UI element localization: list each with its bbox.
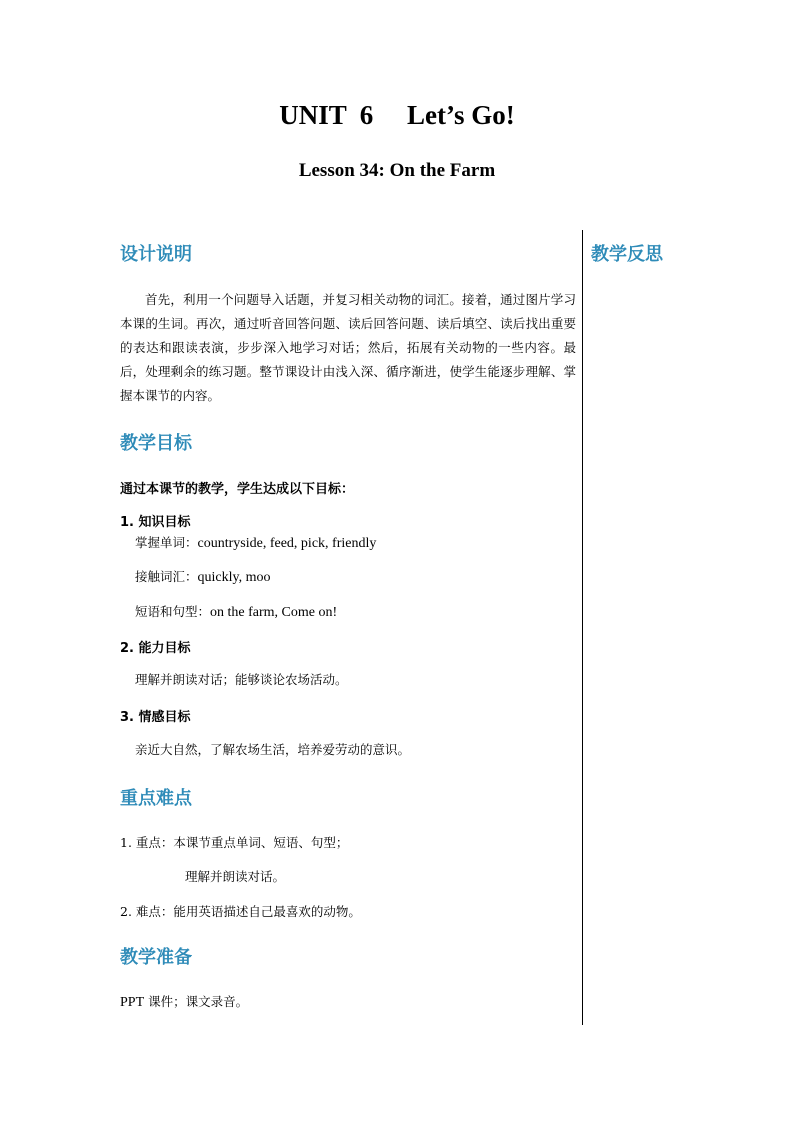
ability-goal-label: 2. 能力目标	[120, 641, 191, 656]
preparation-heading: 教学准备	[120, 947, 192, 968]
keypoints-heading: 重点难点	[120, 788, 192, 809]
unit-title: UNIT 6 Let’s Go!	[279, 100, 515, 130]
difficulty-line	[120, 902, 361, 920]
phrases-line	[135, 602, 337, 621]
phrases-value: on the farm, Come on!	[210, 605, 338, 620]
preparation-rest: 课件；课文录音。	[144, 994, 249, 1009]
column-divider	[582, 230, 583, 1025]
reflection-heading: 教学反思	[591, 244, 663, 265]
preparation-text	[120, 992, 248, 1011]
contact-words-line	[135, 567, 271, 586]
goals-heading: 教学目标	[120, 433, 192, 454]
phrases-label: 短语和句型：	[135, 604, 211, 619]
emotion-goal-label: 3. 情感目标	[120, 710, 191, 725]
emotion-goal-text: 亲近大自然，了解农场生活，培养爱劳动的意识。	[135, 742, 411, 757]
difficulty-text: 能用英语描述自己最喜欢的动物。	[173, 904, 361, 919]
master-words-line	[135, 533, 376, 552]
contact-words-label: 接触词汇：	[135, 569, 198, 584]
focus-label: 1. 重点：	[120, 835, 174, 850]
master-words-value: countryside, feed, pick, friendly	[197, 536, 377, 551]
focus-text: 本课节重点单词、短语、句型；	[173, 835, 349, 850]
focus-line	[120, 833, 348, 851]
preparation-ppt: PPT	[120, 995, 145, 1010]
design-heading: 设计说明	[120, 244, 192, 265]
difficulty-label: 2. 难点：	[120, 904, 174, 919]
design-paragraph: 首先，利用一个问题导入话题，并复习相关动物的词汇。接着，通过图片学习本课的生词。再次，通过听音回答问题、读后回答问题、读后填空、读后找出重要的表达和跟读表演，步步深入地学习对话；然后，拓展有关动物的一些内容。最后，处理剩余的练习题。整节课设计由浅入深、循序渐进，使学生能逐步理解、掌握本课节的内容。	[120, 292, 576, 403]
master-words-label: 掌握单词：	[135, 535, 198, 550]
focus-line-2: 理解并朗读对话。	[185, 869, 286, 884]
ability-goal-text: 理解并朗读对话；能够谈论农场活动。	[135, 672, 348, 687]
contact-words-value: quickly, moo	[197, 570, 271, 585]
lesson-title: Lesson 34: On the Farm	[298, 160, 496, 181]
goals-intro: 通过本课节的教学，学生达成以下目标：	[120, 482, 355, 497]
knowledge-goal-label: 1. 知识目标	[120, 515, 191, 530]
